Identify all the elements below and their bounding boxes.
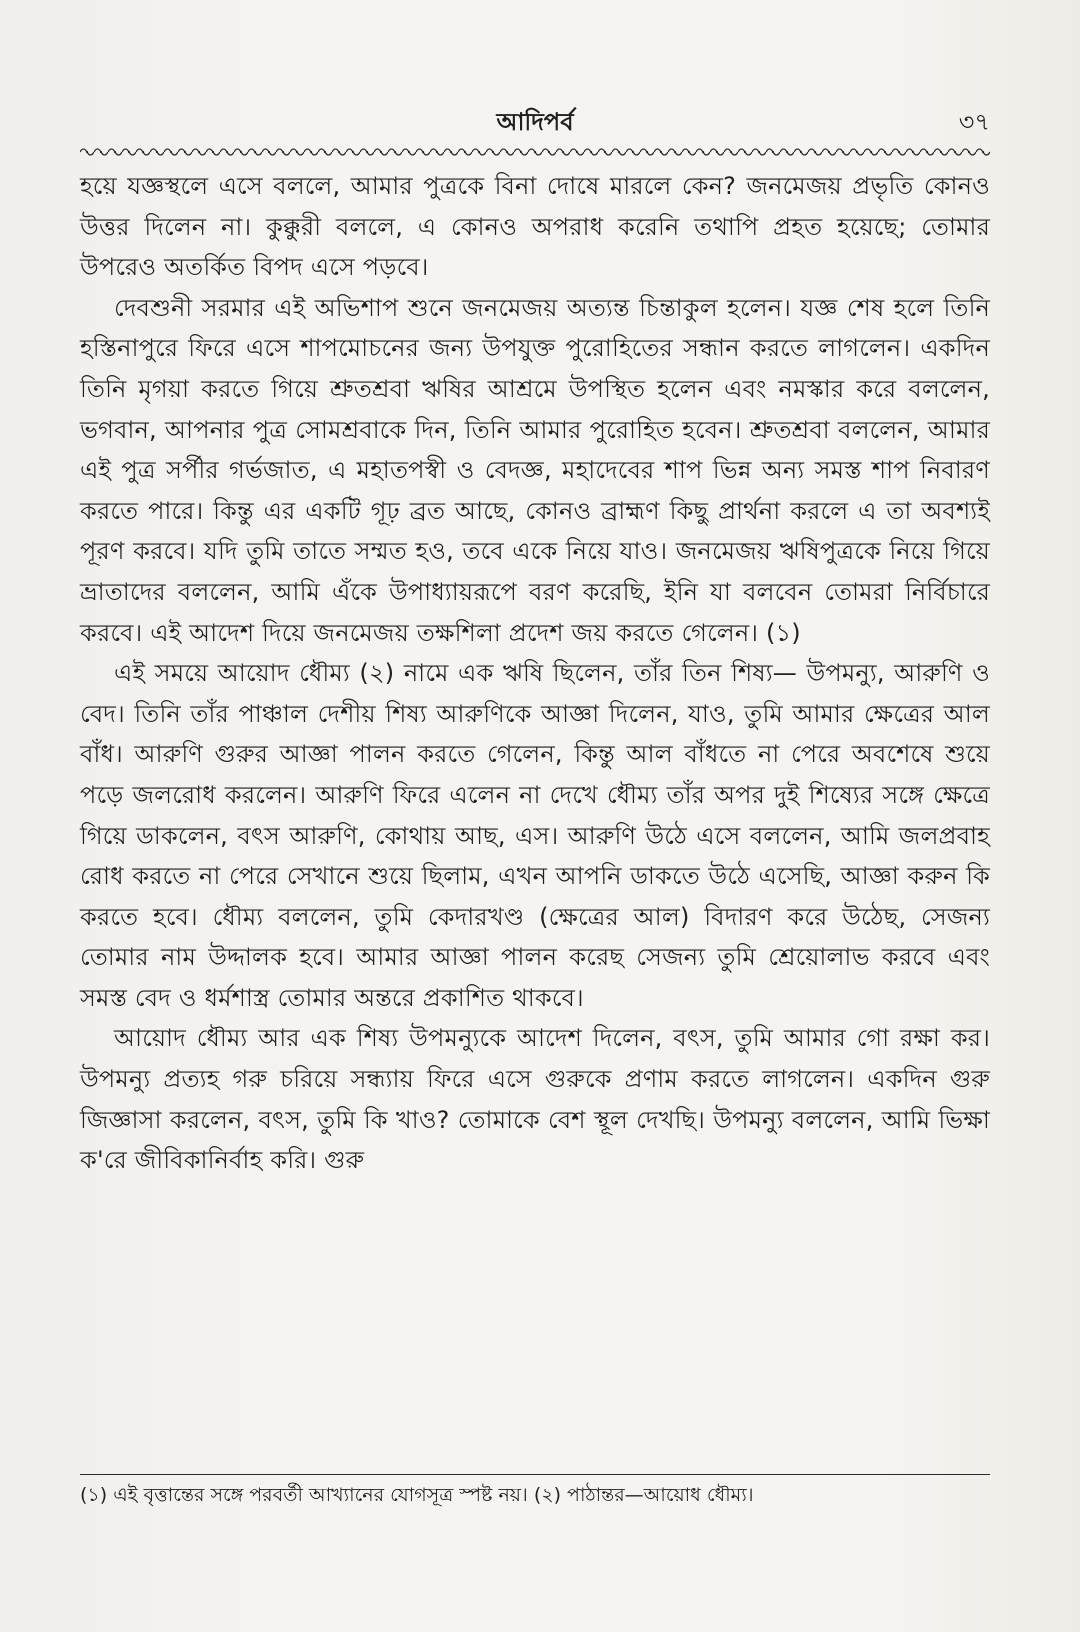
page-header [80,104,990,140]
paragraph: দেবশুনী সরমার এই অভিশাপ শুনে জনমেজয় অত্যন্ত চিন্তাকুল হলেন। যজ্ঞ শেষ হলে তিনি হস্তিনাপুরে ফিরে এসে শাপমোচনের জন্য উপযুক্ত পুরোহিতের সন্ধান করতে লাগলেন। একদিন তিনি মৃগয়া করতে গিয়ে শ্রুতশ্রবা ঋষির আশ্রমে উপস্থিত হলেন এবং নমস্কার করে বললেন, ভগবান, আপনার পুত্র সোমশ্রবাকে দিন, তিনি আমার পুরোহিত হবেন। শ্রুতশ্রবা বললেন, আমার এই পুত্র সর্পীর গর্ভজাত, এ মহাতপস্বী ও বেদজ্ঞ, মহাদেবের শাপ ভিন্ন অন্য সমস্ত শাপ নিবারণ করতে পারে। কিন্তু এর একটি গূঢ় ব্রত আছে, কোনও ব্রাহ্মণ কিছু প্রার্থনা করলে এ তা অবশ্যই পূরণ করবে। যদি তুমি তাতে সম্মত হও, তবে একে নিয়ে যাও। জনমেজয় ঋষিপুত্রকে নিয়ে গিয়ে ভ্রাতাদের বললেন, আমি এঁকে উপাধ্যায়রূপে বরণ করেছি, ইনি যা বলবেন তোমরা নির্বিচারে করবে। এই আদেশ দিয়ে জনমেজয় তক্ষশিলা প্রদেশ জয় করতে গেলেন। (১) [80,293,990,647]
paragraph: এই সময়ে আয়োদ ধৌম্য (২) নামে এক ঋষি ছিলেন, তাঁর তিন শিষ্য— উপমন্যু, আরুণি ও বেদ। তিনি তাঁর পাঞ্চাল দেশীয় শিষ্য আরুণিকে আজ্ঞা দিলেন, যাও, তুমি আমার ক্ষেত্রের আল বাঁধ। আরুণি গুরুর আজ্ঞা পালন করতে গেলেন, কিন্তু আল বাঁধতে না পেরে অবশেষে শুয়ে পড়ে জলরোধ করলেন। আরুণি ফিরে এলেন না দেখে ধৌম্য তাঁর অপর দুই শিষ্যের সঙ্গে ক্ষেত্রে গিয়ে ডাকলেন, বৎস আরুণি, কোথায় আছ, এস। আরুণি উঠে এসে বললেন, আমি জলপ্রবাহ রোধ করতে না পেরে সেখানে শুয়ে ছিলাম, এখন আপনি ডাকতে উঠে এসেছি, আজ্ঞা করুন কি করতে হবে। ধৌম্য বললেন, তুমি কেদারখণ্ড (ক্ষেত্রের আল) বিদারণ করে উঠেছ, সেজন্য তোমার নাম উদ্দালক হবে। আমার আজ্ঞা পালন করেছ সেজন্য তুমি শ্রেয়োলাভ করবে এবং সমস্ত বেদ ও ধর্মশাস্ত্র তোমার অন্তরে প্রকাশিত থাকবে। [80,659,990,1012]
paragraph: আয়োদ ধৌম্য আর এক শিষ্য উপমন্যুকে আদেশ দিলেন, বৎস, তুমি আমার গো রক্ষা কর। উপমন্যু প্রত্যহ গরু চরিয়ে সন্ধ্যায় ফিরে এসে গুরুকে প্রণাম করতে লাগলেন। একদিন গুরু জিজ্ঞাসা করলেন, বৎস, তুমি কি খাও? তোমাকে বেশ স্থূল দেখছি। উপমন্যু বললেন, আমি ভিক্ষা ক'রে জীবিকানির্বাহ করি। গুরু [80,1024,990,1175]
ornamental-border [80,146,990,158]
page-title: আদিপর্ব [496,108,574,136]
footnote-divider [80,1474,990,1475]
body-text [80,166,990,1181]
page-number: ৩৭ [958,108,990,136]
footnote: (১) এই বৃত্তান্তের সঙ্গে পরবর্তী আখ্যানের যোগসূত্র স্পষ্ট নয়। (২) পাঠান্তর—আয়োধ ধৌম্য। [80,1484,754,1506]
paragraph: হয়ে যজ্ঞস্থলে এসে বললে, আমার পুত্রকে বিনা দোষে মারলে কেন? জনমেজয় প্রভৃতি কোনও উত্তর দিলেন না। কুক্কুরী বললে, এ কোনও অপরাধ করেনি তথাপি প্রহত হয়েছে; তোমার উপরেও অতর্কিত বিপদ এসে পড়বে। [80,172,990,282]
